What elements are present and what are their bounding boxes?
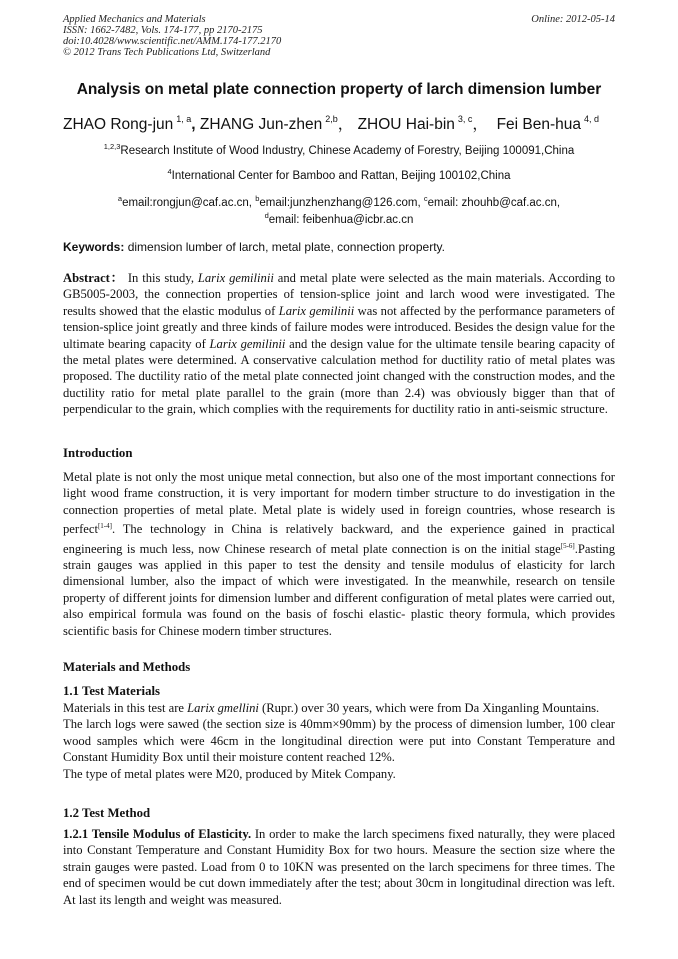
- section-heading-introduction: Introduction: [63, 446, 133, 460]
- tensile-modulus-paragraph: [63, 826, 615, 908]
- email-b[interactable]: email:junzhenzhang@126.com,: [259, 197, 424, 209]
- affiliation-1: [63, 142, 615, 157]
- affiliation-2: [63, 167, 615, 182]
- email-sup: a: [117, 194, 123, 203]
- introduction-paragraph: [63, 469, 615, 639]
- issn-line: ISSN: 1662-7482, Vols. 174-177, pp 2170-2175: [63, 25, 263, 36]
- running-header: [63, 14, 615, 58]
- section-heading-methods: Materials and Methods: [63, 660, 191, 674]
- author-sup: 3, c: [457, 114, 473, 124]
- journal-name: Applied Mechanics and Materials: [63, 14, 206, 25]
- subsection-heading-test-method: 1.2 Test Method: [63, 806, 151, 820]
- intro-text: .Pasting strain gauges was applied in this paper to test the density and tensile modulus of elasticity for larch dimensional lumber, also the impact of which were investigated. In the meanwhile, research on tensile property of different joints for dimension lumber and different configuration of metal plates were carried out, also empirical formula was found on the basis of foschi elastic- plastic theory formula, which provides scientific basis for Chinese modern timber structures.: [63, 541, 615, 638]
- email-a[interactable]: email:rongjun@caf.ac.cn,: [122, 197, 256, 209]
- author-sup: 4, d: [584, 114, 600, 124]
- species-name: Larix gmellini: [187, 701, 259, 715]
- abstract-text: and the design value for the ultimate tensile bearing capacity of the metal plates were determined. A conservative calculation method for ductility ratio of metal plates was proposed. The ductility ratio of the metal plate connected joint changed with the construction modes, and the ductility ratio for metal plate parallel to the grain (more than 2.4) was obviously bigger than that of perpendicular to the grain, which complies with the requirements for ductility ratio in anti-seismic structure.: [63, 336, 615, 417]
- subsubsection-heading: 1.2.1 Tensile Modulus of Elasticity.: [63, 827, 252, 841]
- affiliation-text: Research Institute of Wood Industry, Chinese Academy of Forestry, Beijing 100091,China: [120, 145, 575, 157]
- species-name: Larix gemilinii: [197, 271, 274, 285]
- copyright-line: © 2012 Trans Tech Publications Ltd, Switzerland: [63, 47, 271, 58]
- abstract: [63, 270, 615, 418]
- affiliation-text: International Center for Bamboo and Rattan, Beijing 100102,China: [171, 170, 511, 182]
- citation-ref[interactable]: [5-6]: [560, 541, 575, 550]
- species-name: Larix gemilinii: [209, 336, 286, 351]
- email-c[interactable]: email: zhouhb@caf.ac.cn,: [427, 197, 561, 209]
- email-line-2: [63, 211, 615, 226]
- affiliation-sup: 4: [167, 167, 172, 176]
- author-list: [63, 112, 623, 134]
- citation-ref[interactable]: [1-4]: [97, 522, 112, 531]
- email-sup: d: [264, 211, 269, 220]
- author-sup: 2,b: [325, 114, 338, 124]
- email-sup: c: [423, 194, 428, 203]
- abstract-label: Abstract：: [63, 271, 124, 285]
- species-name: Larix gemilinii: [278, 303, 355, 318]
- email-d[interactable]: email: feibenhua@icbr.ac.cn: [268, 214, 414, 226]
- materials-text: The type of metal plates were M20, produced by Mitek Company.: [63, 766, 396, 781]
- paper-title: Analysis on metal plate connection property of larch dimension lumber: [76, 81, 602, 98]
- author-separator: ,: [191, 116, 196, 133]
- keywords-text: dimension lumber of larch, metal plate, connection property.: [124, 240, 445, 254]
- abstract-text: was not affected by the performance parameters of tension-splice joint greatly and three kinds of failure modes were introduced. Besides the design value for the ultimate bearing capacity of: [63, 303, 615, 351]
- author-separator: ，: [472, 116, 488, 133]
- materials-text: Materials in this test are: [63, 701, 188, 715]
- keywords: [63, 240, 615, 254]
- abstract-text: In this study,: [123, 271, 198, 285]
- doi-line[interactable]: doi:10.4028/www.scientific.net/AMM.174-177.2170: [63, 36, 282, 47]
- author-separator: ，: [337, 116, 354, 133]
- test-materials-text: [63, 700, 615, 782]
- online-date: Online: 2012-05-14: [531, 14, 615, 25]
- author-name: ZHAO Rong-jun: [63, 116, 174, 133]
- materials-text: (Rupr.) over 30 years, which were from Da Xinganling Mountains.: [258, 701, 600, 715]
- author-name: ZHANG Jun-zhen: [199, 116, 323, 133]
- author-name: Fei Ben-hua: [496, 116, 582, 133]
- method-text: In order to make the larch specimens fixed naturally, they were placed into Constant Temperature and Constant Humidity Box for two hours. Measure the section size where the strain gauges were pasted. Load from 0 to 10KN was presented on the larch specimens for three times. The end of specimen would be cut down immediately after the test; about 30cm in longitudinal direction was left. At last its length and weight was measured.: [63, 827, 616, 907]
- email-sup: b: [255, 194, 260, 203]
- intro-text: Metal plate is not only the most unique metal connection, but also one of the most important connections for light wood frame construction, it is very important for modern timber structure to do investigation in the connection properties of metal plate. Metal plate is widely used in foreign countries, whose research is perfect: [63, 470, 615, 537]
- abstract-text: and metal plate were selected as the main materials. According to GB5005-2003, the connection properties of tension-splice joint and larch wood were investigated. The results showed that the elastic modulus of: [63, 271, 615, 318]
- materials-text: The larch logs were sawed (the section size is 40mm×90mm) by the process of dimension lumber, 100 clear wood samples which were 46cm in the longitudinal direction were put into Constant Temperature and Constant Humidity Box until their moisture content reached 12%.: [63, 717, 615, 765]
- author-sup: 1, a: [176, 114, 192, 124]
- subsection-heading-test-materials: 1.1 Test Materials: [63, 684, 161, 698]
- keywords-label: Keywords:: [63, 240, 125, 254]
- author-name: ZHOU Hai-bin: [357, 116, 455, 133]
- affiliation-sup: 1,2,3: [103, 142, 121, 151]
- email-line-1: [63, 194, 615, 209]
- intro-text: . The technology in China is relatively backward, and the experience gained in practical engineering is much less, now Chinese research of metal plate connection is on the initial stage: [63, 522, 615, 556]
